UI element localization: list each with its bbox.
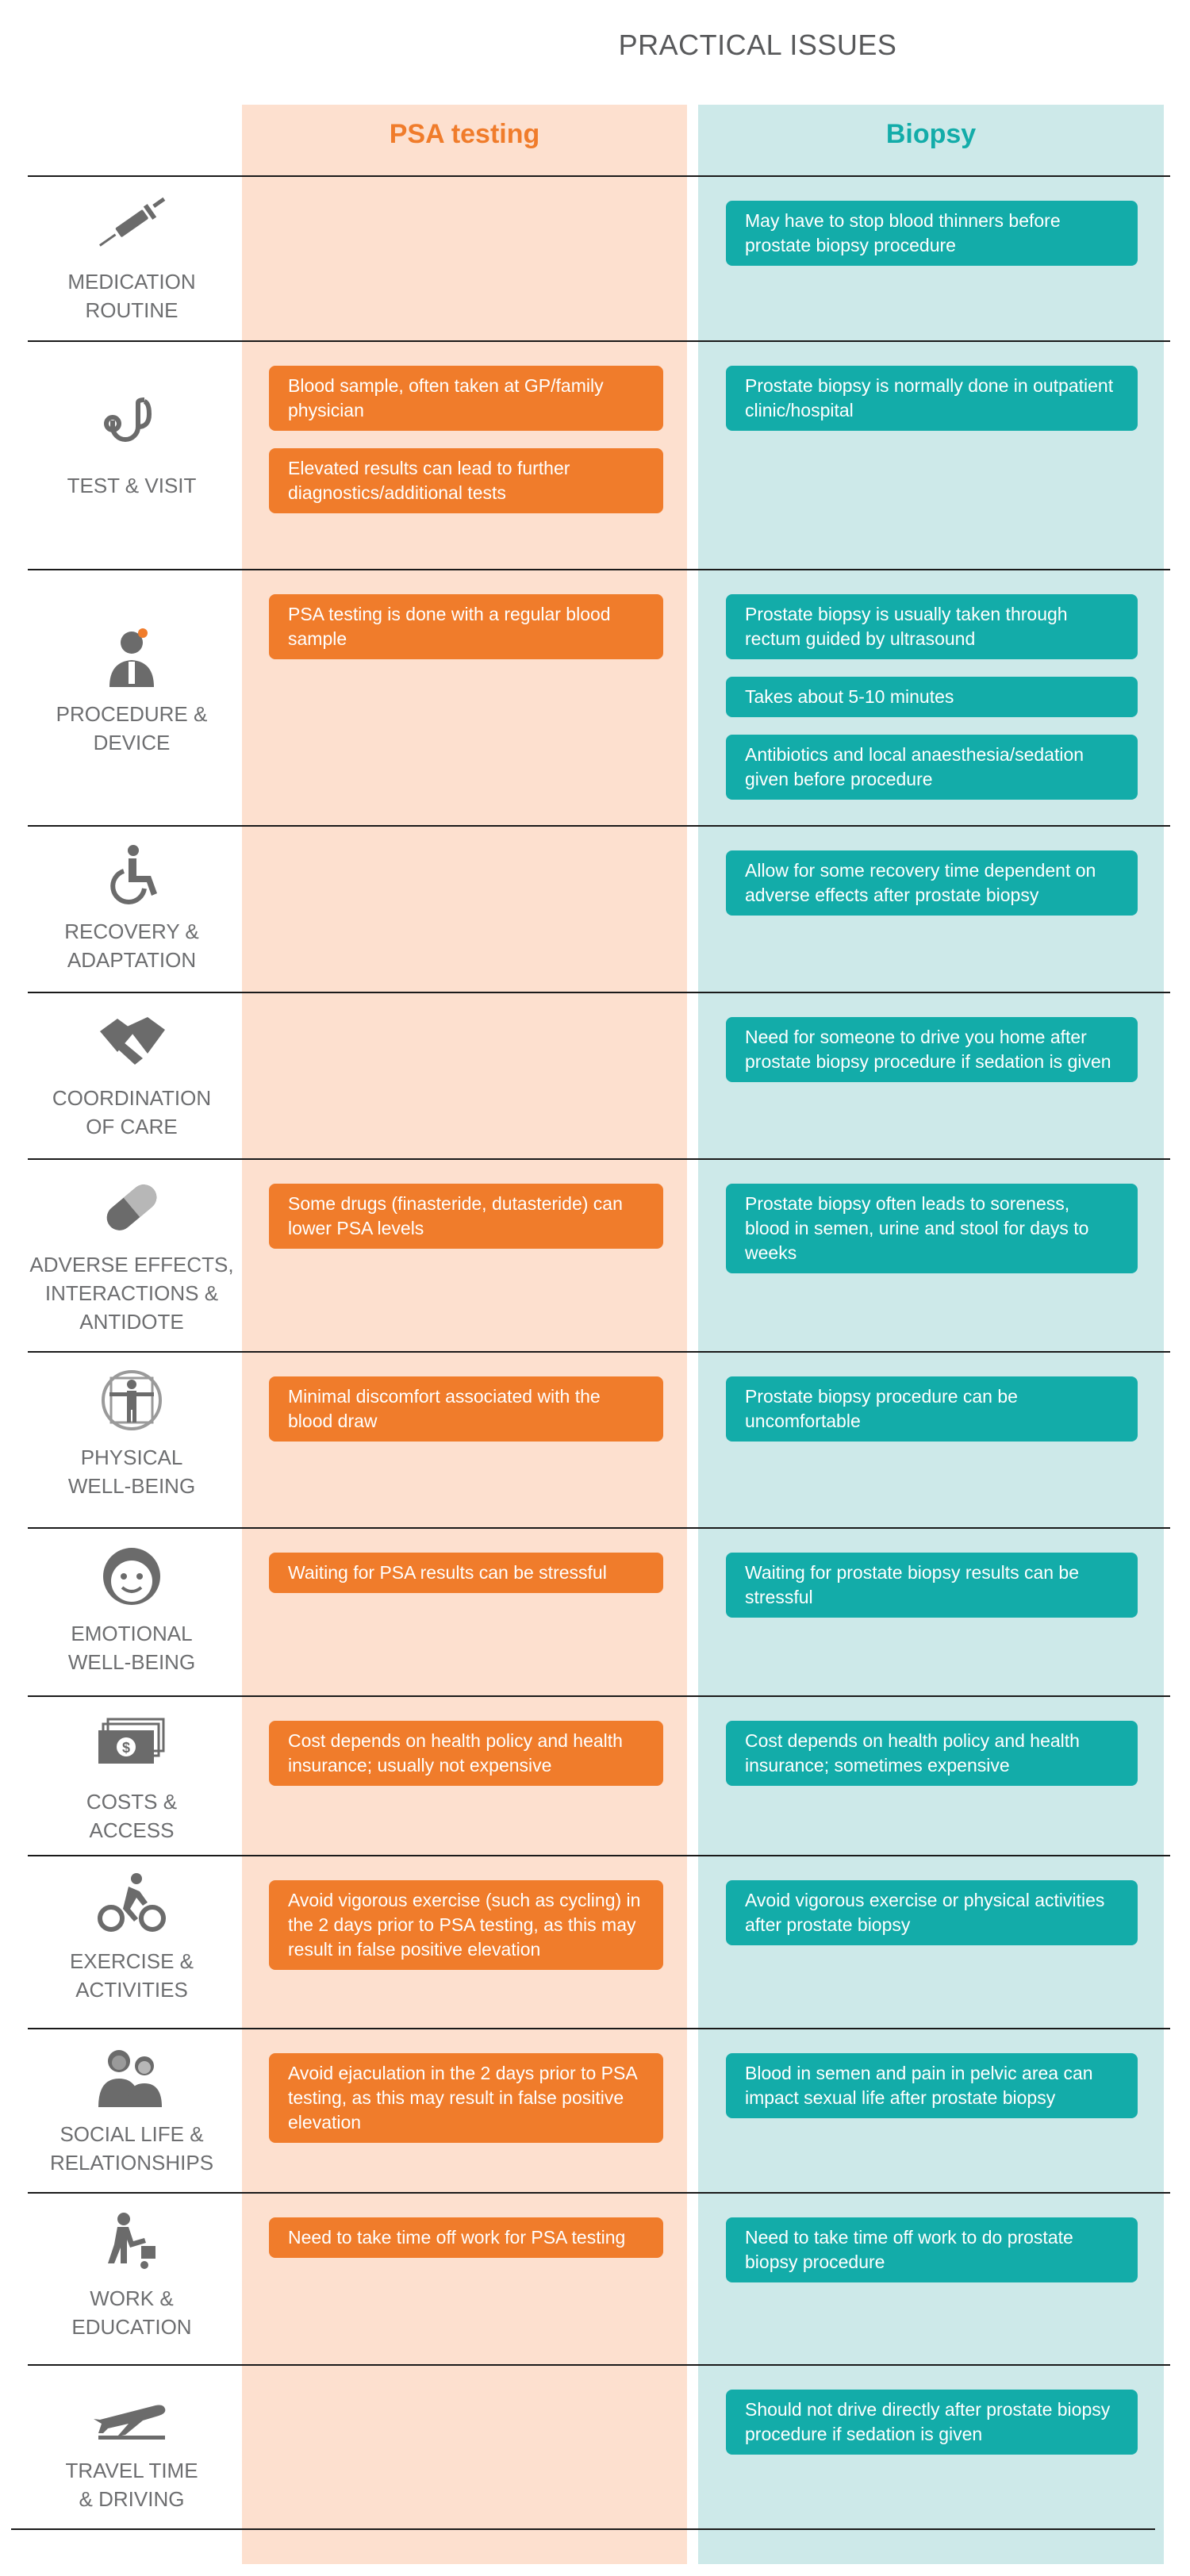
airplane-icon [92,2382,171,2445]
row-divider [28,175,1170,177]
psa-info-box: Some drugs (finasteride, dutasteride) can lower PSA levels [269,1184,663,1249]
handshake-icon [92,1009,171,1073]
syringe-icon [92,193,171,256]
biopsy-info-box: May have to stop blood thinners before prostate biopsy procedure [726,201,1138,266]
row-label: SOCIAL LIFE & RELATIONSHIPS [49,2122,214,2175]
page-title: PRACTICAL ISSUES [618,29,897,61]
row-divider [28,2364,1170,2366]
row-divider [28,2028,1170,2029]
psa-info-box: Waiting for PSA results can be stressful [269,1553,663,1593]
psa-info-box: PSA testing is done with a regular blood sample [269,594,663,659]
biopsy-info-box: Need to take time off work to do prostate biopsy procedure [726,2217,1138,2282]
biopsy-info-box: Prostate biopsy is usually taken through rectum guided by ultrasound [726,594,1138,659]
row-divider [28,2192,1170,2194]
row-label: TEST & VISIT [67,474,197,497]
row-label: ADVERSE EFFECTS, INTERACTIONS & ANTIDOTE [29,1253,234,1334]
vitruvian-man-icon [92,1369,171,1432]
psa-info-box: Avoid ejaculation in the 2 days prior to PSA testing, as this may result in false positive elevation [269,2053,663,2143]
biopsy-info-box: Prostate biopsy often leads to soreness, blood in semen, urine and stool for days to weeks [726,1184,1138,1273]
biopsy-info-box: Cost depends on health policy and health insurance; sometimes expensive [726,1721,1138,1786]
psa-info-box: Cost depends on health policy and health insurance; usually not expensive [269,1721,663,1786]
row-divider [28,1527,1170,1529]
banknotes-icon [92,1713,171,1776]
biopsy-info-box: Avoid vigorous exercise or physical activities after prostate biopsy [726,1880,1138,1945]
biopsy-info-box: Blood in semen and pain in pelvic area can impact sexual life after prostate biopsy [726,2053,1138,2118]
biopsy-info-box: Waiting for prostate biopsy results can be stressful [726,1553,1138,1618]
row-label: RECOVERY & ADAPTATION [64,919,199,972]
biopsy-info-box: Prostate biopsy is normally done in outpatient clinic/hospital [726,366,1138,431]
worker-icon [92,2209,171,2273]
psa-info-box: Blood sample, often taken at GP/family physician [269,366,663,431]
doctor-icon [92,625,171,689]
biopsy-info-box: Need for someone to drive you home after prostate biopsy procedure if sedation is given [726,1017,1138,1082]
row-label: EMOTIONAL WELL-BEING [67,1622,196,1674]
biopsy-info-box: Should not drive directly after prostate biopsy procedure if sedation is given [726,2390,1138,2455]
psa-info-box: Minimal discomfort associated with the blood draw [269,1376,663,1442]
row-label: WORK & EDUCATION [71,2286,192,2339]
svg-text:$: $ [121,1740,131,1756]
biopsy-info-box: Antibiotics and local anaesthesia/sedation given before procedure [726,735,1138,800]
biopsy-info-box: Allow for some recovery time dependent on adverse effects after prostate biopsy [726,850,1138,916]
stethoscope-icon [92,397,171,460]
psa-info-box: Avoid vigorous exercise (such as cycling) in the 2 days prior to PSA testing, as this may result in false positive elevation [269,1880,663,1970]
pill-icon [92,1176,171,1239]
row-divider [28,1158,1170,1160]
row-divider [28,825,1170,827]
biopsy-column-header: Biopsy [885,119,977,149]
row-label: COORDINATION OF CARE [52,1086,212,1138]
row-divider [28,1695,1170,1697]
row-label: PHYSICAL WELL-BEING [67,1445,196,1498]
wheelchair-icon [92,843,171,906]
psa-info-box: Need to take time off work for PSA testing [269,2217,663,2258]
psa-info-box: Elevated results can lead to further diagnostics/additional tests [269,448,663,513]
row-divider [28,1351,1170,1353]
smiley-face-icon [92,1545,171,1608]
row-label: TRAVEL TIME & DRIVING [65,2459,198,2511]
row-label: COSTS & ACCESS [86,1790,178,1842]
biopsy-column-background [698,105,1164,2564]
row-label: PROCEDURE & DEVICE [56,701,208,754]
row-divider [11,2528,1155,2530]
row-divider [28,569,1170,570]
row-divider [28,1855,1170,1856]
cyclist-icon [92,1872,171,1936]
row-divider [28,992,1170,993]
row-label: MEDICATION ROUTINE [67,270,196,322]
biopsy-info-box: Takes about 5-10 minutes [726,677,1138,717]
biopsy-info-box: Prostate biopsy procedure can be uncomfortable [726,1376,1138,1442]
row-divider [28,340,1170,342]
couple-icon [92,2045,171,2109]
row-label: EXERCISE & ACTIVITIES [69,1949,194,2002]
psa-column-header: PSA testing [389,119,540,149]
